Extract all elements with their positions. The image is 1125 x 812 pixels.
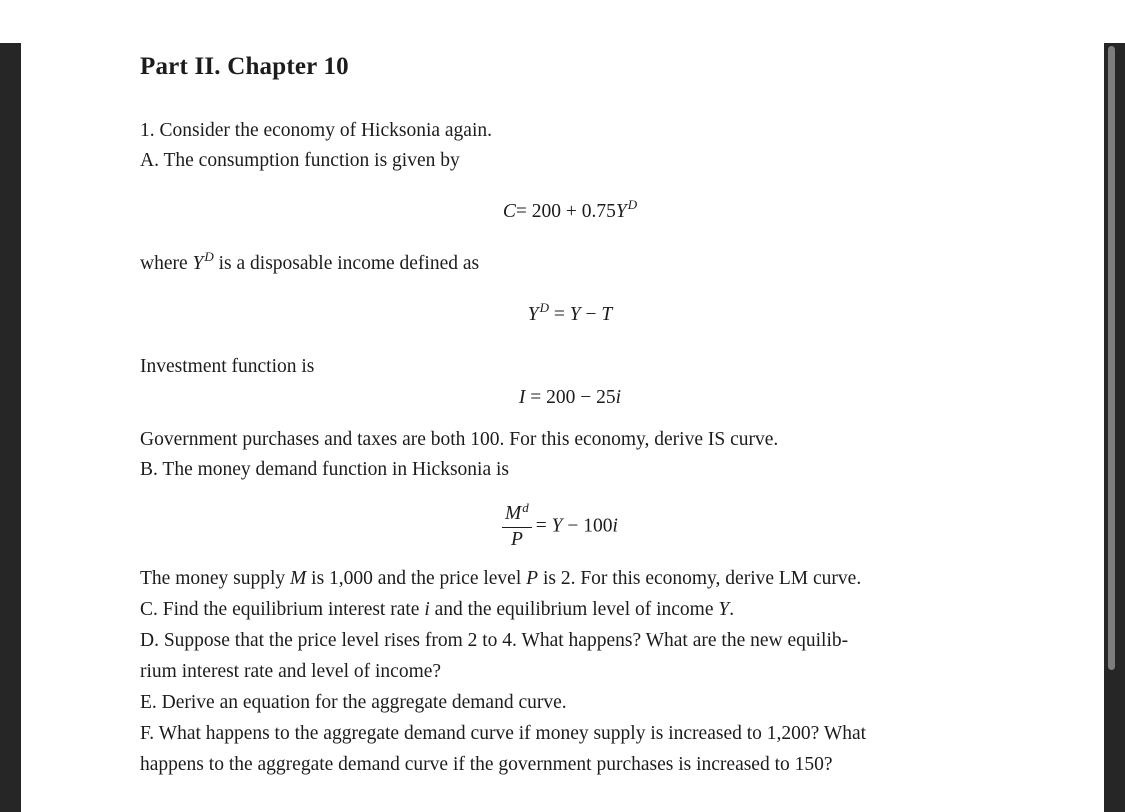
part-e: E. Derive an equation for the aggregate demand curve. — [140, 692, 567, 713]
viewer-left-edge — [0, 43, 21, 812]
money-eq-rest: − 100 — [562, 515, 613, 537]
part-c-text-a: C. Find the equilibrium interest rate — [140, 599, 425, 620]
consumption-rhs: = 200 + 0.75 — [515, 201, 616, 222]
ms-text-c: is 2. For this economy, derive LM curve. — [538, 568, 862, 589]
yd-eq-minus: − — [580, 304, 602, 325]
part-f-line-1: F. What happens to the aggregate demand curve if money supply is increased to 1,200? What — [140, 723, 867, 744]
fraction-denominator: P — [510, 529, 523, 550]
money-demand-sup: d — [522, 500, 529, 515]
fraction-numerator — [502, 500, 532, 528]
ms-var-m: M — [290, 568, 307, 589]
yd-superscript: D — [204, 249, 214, 264]
money-eq-equals: = — [535, 515, 552, 537]
money-supply-text — [140, 568, 861, 590]
disposable-income-equation — [140, 300, 1000, 326]
money-demand-equation — [130, 500, 990, 551]
ms-var-p: P — [526, 568, 539, 589]
part-a-intro: A. The consumption function is given by — [140, 150, 460, 171]
yd-eq-income: Y — [569, 304, 581, 325]
money-demand-var: M — [505, 503, 522, 524]
part-c-var-y: Y — [718, 599, 730, 620]
part-c — [140, 599, 734, 621]
part-c-var-i: i — [424, 599, 430, 620]
consumption-symbol: C — [502, 201, 516, 222]
disposable-income-definition — [140, 249, 480, 275]
part-b-intro: B. The money demand function in Hicksonia is — [140, 459, 509, 480]
disposable-income-var: Y — [615, 201, 627, 222]
investment-intro: Investment function is — [140, 356, 315, 377]
money-eq-income: Y — [551, 515, 563, 537]
document-page — [140, 0, 1000, 812]
yd-text-before: where — [140, 253, 193, 274]
investment-rhs: = 200 − 25 — [525, 387, 616, 408]
consumption-equation — [140, 197, 1000, 223]
disposable-superscript: D — [627, 197, 638, 212]
part-d-line-1: D. Suppose that the price level rises from 2 to 4. What happens? What are the new equilib- — [140, 630, 849, 651]
ms-text-b: is 1,000 and the price level — [306, 568, 527, 589]
investment-interest-var: i — [615, 387, 622, 408]
yd-eq-var: Y — [527, 304, 539, 325]
investment-equation — [140, 387, 1000, 409]
part-d-line-2: rium interest rate and level of income? — [140, 661, 442, 682]
money-demand-fraction — [502, 500, 532, 551]
scrollbar-thumb[interactable] — [1108, 46, 1115, 670]
yd-eq-taxes: T — [601, 304, 613, 325]
part-c-text-c: . — [729, 599, 735, 620]
part-f-line-2: happens to the aggregate demand curve if the government purchases is increased to 150? — [140, 754, 833, 775]
ms-text-a: The money supply — [140, 568, 291, 589]
money-eq-interest: i — [612, 515, 618, 537]
question-1-intro: 1. Consider the economy of Hicksonia again. — [140, 120, 492, 141]
yd-eq-sup: D — [539, 300, 550, 315]
page-title: Part II. Chapter 10 — [140, 53, 349, 80]
investment-symbol: I — [518, 387, 526, 408]
government-text: Government purchases and taxes are both 100. For this economy, derive IS curve. — [140, 429, 779, 450]
yd-variable: Y — [192, 253, 204, 274]
yd-eq-equals: = — [549, 304, 570, 325]
part-c-text-b: and the equilibrium level of income — [429, 599, 719, 620]
yd-text-after: is a disposable income defined as — [213, 253, 480, 274]
